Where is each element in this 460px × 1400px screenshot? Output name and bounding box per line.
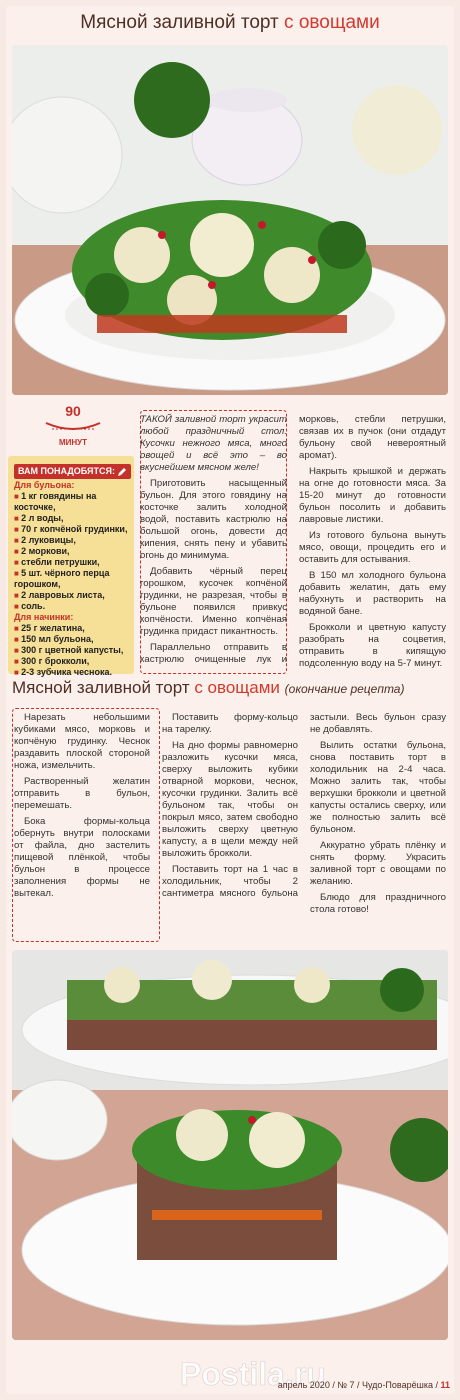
ingredient-item: ■ 300 г цветной капусты, bbox=[14, 645, 130, 656]
recipe-paragraph: ТАКОЙ заливной торт украсит любой праздничный стол. Кусочки нежного мяса, много овощей и всё это – во вкуснейшем мясном желе! bbox=[140, 414, 287, 473]
svg-text:Postila.ru: Postila.ru bbox=[180, 1356, 326, 1392]
recipe-paragraph: Нарезать небольшими кубиками мясо, морковь и копчёную грудинку. Чеснок раздавить плоской стороной ножа, измельчить. bbox=[14, 712, 150, 771]
ingredient-item: ■ 2-3 зубчика чеснока. bbox=[14, 667, 130, 678]
recipe-paragraph: Вылить остатки бульона, снова поставить торт в холодильник на 2-4 часа. Можно залить так, чтобы верхушки брокколи и цветной капусты остались сверху, или же полностью залить всё бульоном. bbox=[310, 740, 446, 835]
dish-photo-bottom-illustration bbox=[12, 950, 448, 1340]
title-accent: с овощами bbox=[284, 12, 380, 33]
title2-note: (окончание рецепта) bbox=[284, 682, 405, 696]
recipe-paragraph: Блюдо для праздничного стола готово! bbox=[310, 892, 446, 915]
recipe-paragraph: Накрыть крышкой и держать на огне до готовности мяса. За 15-20 минут до готовности бульон посолить и добавить лавровые листики. bbox=[299, 466, 446, 525]
ingredients-box bbox=[8, 456, 134, 677]
ingredient-item: ■ 2 луковицы, bbox=[14, 535, 130, 546]
ingredients-section-title: Для начинки: bbox=[14, 612, 74, 622]
recipe-paragraph: На дно формы равномерно разложить кусочки мяса, сверху выложить кубики отварной моркови, чеснок, кусочки грудинки. Залить всё бульоном так, чтобы он покрыл мясо, затем свободно выложить сверху цветную капусту, а в щели между ней выложить брокколи. bbox=[162, 740, 298, 859]
recipe-paragraph: Растворенный желатин отправить в бульон, перемешать. bbox=[14, 776, 150, 811]
recipe-paragraph: Брокколи и цветную капусту разобрать на соцветия, отправить в кипящую подсоленную воду на 5-7 минут. bbox=[299, 622, 446, 669]
ingredient-item: ■ 2 л воды, bbox=[14, 513, 130, 524]
title-main: Мясной заливной торт bbox=[80, 12, 285, 33]
issue-info: апрель 2020 / № 7 / Чудо-Поварёшка / bbox=[277, 1380, 438, 1390]
title2-accent: с овощами bbox=[194, 678, 280, 697]
dish-photo-top bbox=[12, 45, 448, 395]
dish-photo-bottom bbox=[12, 950, 448, 1340]
recipe-paragraph: Добавить чёрный перец горошком, кусочек копчёной грудинки, не разрезая, чтобы в бульоне появился привкус копчёности. Именно копчёная грудинка придаст пикантность. bbox=[140, 566, 287, 637]
pencil-icon bbox=[117, 467, 127, 477]
recipe-paragraph: Бока формы-кольца обернуть внутри полосками от файла, дно застелить пищевой плёнкой, чтобы бульон в процессе заполнения формы не вытекал. bbox=[14, 816, 150, 899]
dish-photo-top-illustration bbox=[12, 45, 448, 395]
recipe-paragraph: Поставить форму-кольцо на тарелку. bbox=[162, 712, 298, 735]
ingredient-item: ■ 300 г брокколи, bbox=[14, 656, 130, 667]
recipe-paragraph: Приготовить насыщенный бульон. Для этого говядину на косточке залить холодной водой, поставить кастрюлю на большой огонь, довести до кипения, снять пену и убавить огонь до минимума. bbox=[140, 478, 287, 561]
page-number: 11 bbox=[440, 1380, 450, 1390]
ingredient-item: ■ 70 г копчёной грудинки, bbox=[14, 524, 130, 535]
ingredient-item: ■ 25 г желатина, bbox=[14, 623, 130, 634]
recipe-paragraph: В 150 мл холодного бульона добавить желатин, дать ему набухнуть и растворить на водяной бане. bbox=[299, 570, 446, 617]
recipe-paragraph: Параллельно отправить в кастрюлю очищенные лук и морковь, стебли петрушки, связав их в пучок (они отдадут бульону свой невероятный аромат). bbox=[140, 414, 446, 665]
title2-main: Мясной заливной торт bbox=[12, 678, 195, 697]
continuation-title bbox=[12, 678, 452, 698]
recipe-paragraph: Аккуратно убрать плёнку и снять форму. Украсить заливной торт с овощами по желанию. bbox=[310, 840, 446, 887]
recipe-text-part1 bbox=[140, 414, 446, 672]
ingredient-item: ■ 2 моркови, bbox=[14, 546, 130, 557]
ingredients-heading: ВАМ ПОНАДОБЯТСЯ: bbox=[14, 464, 131, 479]
ingredient-item: ■ соль. bbox=[14, 601, 130, 612]
ingredients-list bbox=[14, 480, 130, 678]
page-title bbox=[0, 12, 460, 34]
ingredient-item: ■ стебли петрушки, bbox=[14, 557, 130, 568]
ingredient-item: ■ 1 кг говядины на косточке, bbox=[14, 491, 130, 513]
cook-time-unit: МИНУТ bbox=[58, 438, 88, 447]
ingredients-section-title: Для бульона: bbox=[14, 480, 75, 490]
recipe-paragraph: Из готового бульона вынуть мясо, овощи, процедить его и оставить для остывания. bbox=[299, 530, 446, 565]
clock-icon bbox=[42, 419, 104, 433]
recipe-text-part2 bbox=[14, 712, 446, 944]
ingredient-item: ■ 2 лавровых листа, bbox=[14, 590, 130, 601]
cook-time-value: 90 bbox=[65, 403, 81, 419]
page-footer bbox=[278, 1380, 450, 1390]
ingredient-item: ■ 150 мл бульона, bbox=[14, 634, 130, 645]
cook-time-badge bbox=[42, 403, 104, 451]
recipe-paragraph: Поставить торт на 1 час в холодильник, чтобы 2 сантиметра мясного бульона застыли. Весь бульон сразу не добавлять. bbox=[162, 712, 446, 899]
ingredient-item: ■ 5 шт. чёрного перца горошком, bbox=[14, 568, 130, 590]
